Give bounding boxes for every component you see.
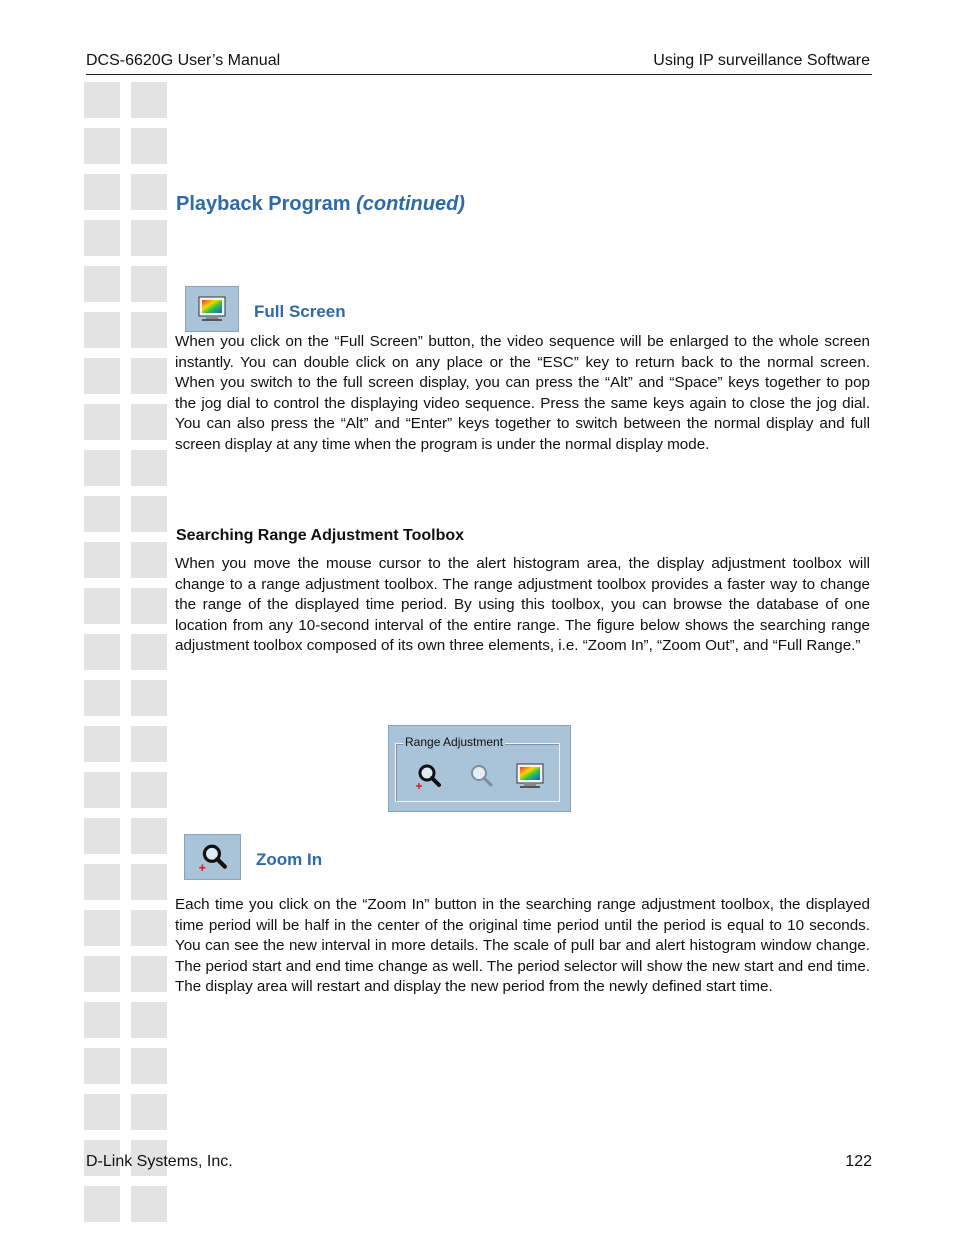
page-footer	[86, 1153, 872, 1171]
decorative-square	[131, 450, 167, 486]
full-range-icon	[515, 762, 545, 790]
decorative-square	[131, 220, 167, 256]
decorative-square	[131, 404, 167, 440]
decorative-square	[84, 404, 120, 440]
decorative-square	[84, 1186, 120, 1222]
decorative-square	[131, 680, 167, 716]
page-title-main: Playback Program	[176, 193, 351, 215]
decorative-square	[131, 1094, 167, 1130]
decorative-square	[84, 1094, 120, 1130]
full-screen-button-image	[185, 286, 239, 332]
decorative-square	[131, 956, 167, 992]
decorative-square	[84, 220, 120, 256]
decorative-square	[131, 128, 167, 164]
decorative-square	[84, 1048, 120, 1084]
decorative-square	[84, 450, 120, 486]
decorative-square	[131, 174, 167, 210]
footer-company: D-Link Systems, Inc.	[86, 1153, 233, 1170]
decorative-square	[131, 772, 167, 808]
range-adjustment-figure	[388, 725, 571, 812]
range-toolbox-paragraph: When you move the mouse cursor to the alert histogram area, the display adjustment toolbox will change to a range adjustment toolbox. The range adjustment toolbox provides a faster way to change the range of the displayed time period. By using this toolbox, you can browse the database of one location from any 10-second interval of the entire range. The figure below shows the searching range adjustment toolbox composed of its own three elements, i.e. “Zoom In”, “Zoom Out”, and “Full Range.”	[175, 555, 870, 655]
decorative-square	[131, 818, 167, 854]
decorative-square	[131, 588, 167, 624]
decorative-square	[131, 82, 167, 118]
decorative-square	[131, 266, 167, 302]
zoom-in-heading: Zoom In	[256, 850, 323, 869]
decorative-square	[84, 818, 120, 854]
decorative-square	[84, 772, 120, 808]
zoom-out-icon	[467, 762, 495, 790]
decorative-square	[84, 864, 120, 900]
manual-title: DCS-6620G User’s Manual	[86, 52, 281, 69]
decorative-square	[131, 496, 167, 532]
decorative-square	[131, 726, 167, 762]
decorative-square	[131, 1002, 167, 1038]
decorative-square	[84, 174, 120, 210]
decorative-square	[84, 956, 120, 992]
decorative-square	[84, 910, 120, 946]
decorative-square	[84, 266, 120, 302]
zoom-in-icon	[198, 842, 228, 872]
decorative-square	[84, 358, 120, 394]
full-screen-paragraph: When you click on the “Full Screen” button, the video sequence will be enlarged to the whole screen instantly. You can double click on any place or the “ESC” key to return back to the normal screen. When you switch to the full screen display, you can press the “Alt” and “Space” keys together to pop the jog dial to control the displaying video sequence. Press the same keys again to close the jog dial. You can also press the “Alt” and “Enter” keys together to switch between the normal display and full screen display at any time when the program is under the normal display mode.	[175, 333, 870, 453]
page-title-continued: (continued)	[356, 193, 465, 215]
page-number: 122	[845, 1153, 872, 1170]
decorative-square	[84, 1002, 120, 1038]
decorative-square	[84, 128, 120, 164]
decorative-square	[84, 542, 120, 578]
range-adjustment-label: Range Adjustment	[405, 735, 504, 749]
decorative-square	[84, 634, 120, 670]
decorative-square	[131, 358, 167, 394]
decorative-square	[84, 82, 120, 118]
decorative-square	[84, 588, 120, 624]
decorative-square	[131, 542, 167, 578]
decorative-square	[131, 1186, 167, 1222]
full-screen-heading: Full Screen	[254, 302, 346, 321]
decorative-square	[84, 726, 120, 762]
decorative-square	[84, 312, 120, 348]
zoom-in-paragraph: Each time you click on the “Zoom In” button in the searching range adjustment toolbox, the displayed time period will be half in the center of the original time period until the period is equal to 10 seconds. You can see the new interval in more details. The scale of pull bar and alert histogram window change. The period start and end time change as well. The period selector will show the new start and end time. The display area will restart and display the new period from the newly defined start time.	[175, 896, 870, 996]
zoom-in-icon	[415, 762, 443, 790]
range-toolbox-heading: Searching Range Adjustment Toolbox	[176, 527, 465, 544]
decorative-square	[131, 634, 167, 670]
zoom-in-button-image	[184, 834, 241, 880]
decorative-square	[131, 312, 167, 348]
decorative-squares	[84, 82, 170, 1232]
decorative-square	[131, 864, 167, 900]
section-title: Using IP surveillance Software	[653, 52, 870, 69]
decorative-square	[84, 496, 120, 532]
decorative-square	[84, 680, 120, 716]
decorative-square	[131, 1048, 167, 1084]
page-header	[86, 52, 872, 75]
full-screen-monitor-icon	[197, 295, 227, 323]
page-title	[176, 193, 465, 216]
decorative-square	[131, 910, 167, 946]
